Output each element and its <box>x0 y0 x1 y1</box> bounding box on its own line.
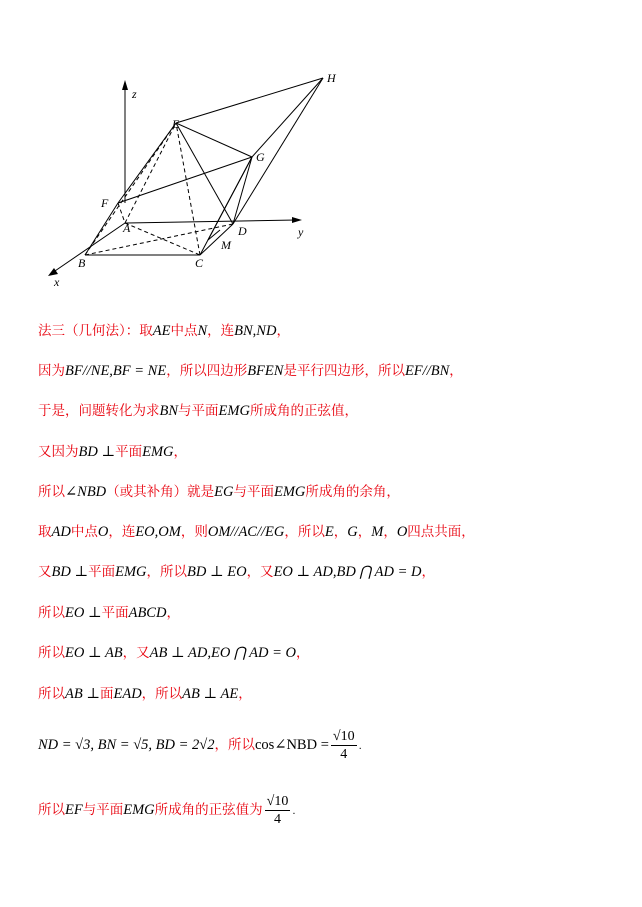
solution-line-1: 法三（几何法）：取AE中点N，连BN,ND， <box>38 323 290 339</box>
fraction-cos-value: $\frac{√10}{4}$ <box>332 728 355 762</box>
solution-line-9: 所以EO ⊥ AB，又AB ⊥ AD,EO ⋂ AD = O， <box>38 645 310 661</box>
label-D: D <box>238 224 247 238</box>
solution-line-4: 又因为BD ⊥平面EMG， <box>38 444 188 460</box>
solution-line-5: 所以∠NBD（或其补角）就是EG与平面EMG所成角的余角， <box>38 484 400 500</box>
label-z: z <box>132 87 137 101</box>
solution-line-7: 又BD ⊥平面EMG，所以BD ⊥ EO，又EO ⊥ AD,BD ⋂ AD = D， <box>38 564 436 580</box>
label-G: G <box>256 150 265 164</box>
label-A: A <box>123 221 131 235</box>
solution-line-10: 所以AB ⊥面EAD，所以AB ⊥ AE， <box>38 686 252 702</box>
y-axis <box>125 220 296 223</box>
solution-line-3: 于是，问题转化为求BN与平面EMG所成角的正弦值， <box>38 403 358 419</box>
solution-line-11: ND = √3, BN = √5, BD = 2√2，所以cos∠NBD = $\frac{√10}{4}$ . <box>38 728 362 762</box>
solution-line-12: 所以EF与平面EMG所成角的正弦值为 $\frac{√10}{4}$ . <box>38 793 296 827</box>
solution-line-2: 因为BF//NE,BF = NE，所以四边形BFEN是平行四边形，所以EF//BN， <box>38 363 463 379</box>
x-axis <box>52 223 125 273</box>
z-axis-arrow <box>122 80 128 90</box>
label-C: C <box>195 256 204 270</box>
label-B: B <box>78 256 86 270</box>
solution-line-8: 所以EO ⊥平面ABCD， <box>38 605 180 621</box>
label-M: M <box>221 238 231 252</box>
y-axis-arrow <box>292 217 302 223</box>
solution-line-6: 取AD中点O，连EO,OM，则OM//AC//EG，所以E，G，M，O四点共面， <box>38 524 475 540</box>
label-y: y <box>298 225 304 239</box>
label-F: F <box>101 196 109 210</box>
fraction-sin-value: $\frac{√10}{4}$ <box>266 793 289 827</box>
geometry-figure <box>40 60 360 295</box>
label-x: x <box>54 275 60 289</box>
label-H: H <box>327 71 336 85</box>
label-E: E <box>172 117 180 131</box>
